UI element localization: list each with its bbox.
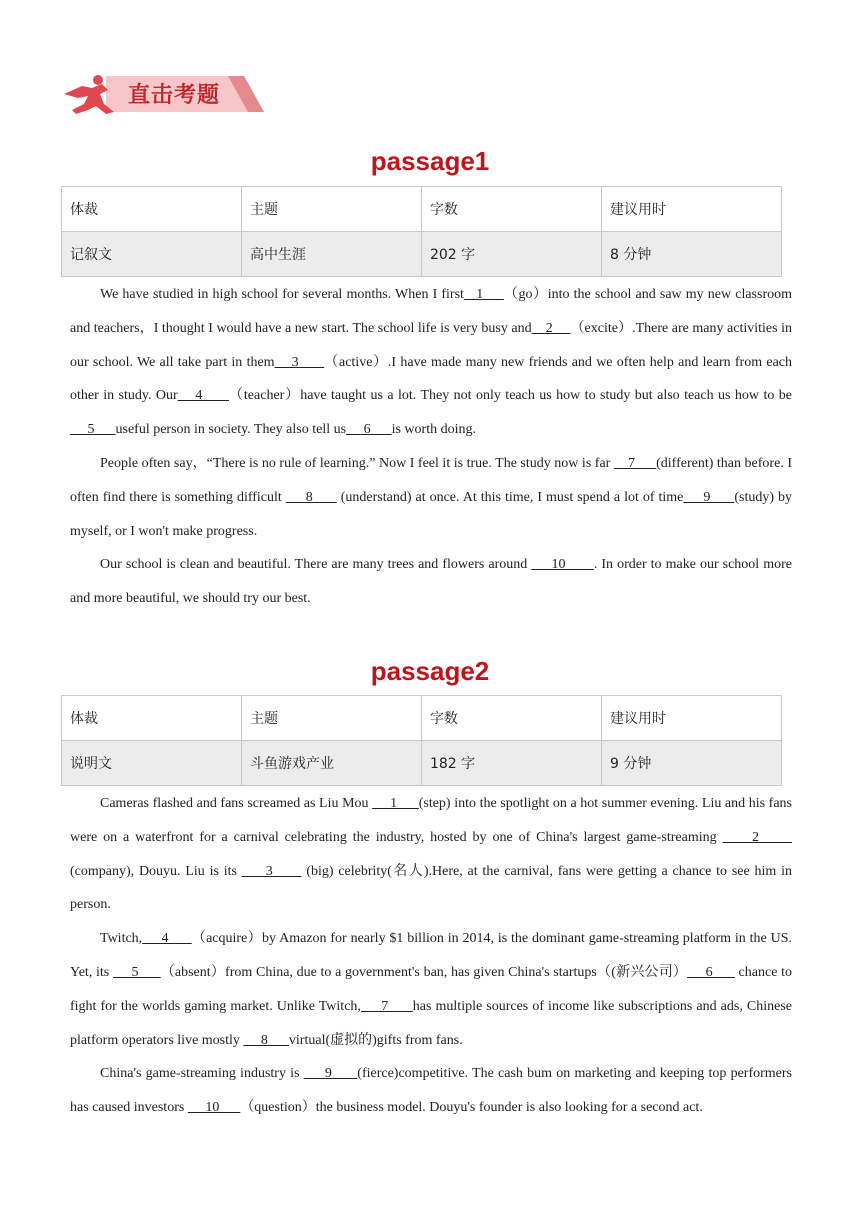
passage1-word-count: 202 字 xyxy=(421,232,601,277)
passage2-topic: 斗鱼游戏产业 xyxy=(241,741,421,786)
passage2-info-table xyxy=(61,695,782,786)
passage2-paragraph-1: Cameras flashed and fans screamed as Liu Mou 1 (step) into the spotlight on a hot summer evening. Liu and his fans were on a waterfront for a carnival celebrating the industry, hosted by one of China's largest game-streaming 2 (company), Douyu. Liu is its 3 (big) celebrity(名人).Here, at the carnival, fans were getting a chance to see him in person. xyxy=(70,796,792,913)
passage1-paragraph-2: People often say，“There is no rule of learning.” Now I feel it is true. The study now is far 7 (different) than before. I often find there is something difficult 8 (understand) at once. At this time, I must spend a lot of time 9 (study) by myself, or I won't make progress. xyxy=(70,455,793,539)
blank: 7 xyxy=(613,455,657,471)
blank: 5 xyxy=(112,964,161,980)
header-topic: 主题 xyxy=(241,187,421,232)
blank: 3 xyxy=(241,863,302,879)
blank: 1 xyxy=(372,796,419,811)
blank: 8 xyxy=(285,489,337,505)
passage1-topic: 高中生涯 xyxy=(241,232,421,277)
blank: 6 xyxy=(687,964,735,980)
passage2-paragraph-3: China's game-streaming industry is 9 (fierce)competitive. The cash bum on marketing and keeping top performers has caused investors 10 （question）the business model. Douyu's founder is also looking for a second act. xyxy=(70,1066,792,1116)
header-suggested-time: 建议用时 xyxy=(602,696,782,741)
header-topic: 主题 xyxy=(241,696,421,741)
blank: 4 xyxy=(177,388,229,404)
blank: 9 xyxy=(683,489,735,505)
blank: 4 xyxy=(142,931,192,947)
banner-title: 直击考题 xyxy=(128,83,221,108)
blank: 2 xyxy=(531,320,571,336)
blank: 5 xyxy=(70,422,116,438)
passage1-genre: 记叙文 xyxy=(62,232,242,277)
passage1-title: passage1 xyxy=(370,146,490,176)
blank: 7 xyxy=(360,998,413,1014)
header-genre: 体裁 xyxy=(62,187,242,232)
blank: 10 xyxy=(531,557,594,573)
header-word-count: 字数 xyxy=(421,187,601,232)
passage2-paragraph-2: Twitch, 4 （acquire）by Amazon for nearly $1 billion in 2014, is the dominant game-streaming platform in the US. Yet, its 5 （absent）from China, due to a government's ban, has given China's startups（(新兴公司） 6 chance to fight for the worlds gaming market. Unlike Twitch, 7 has multiple sources of income like subscriptions and ads, Chinese platform operators live mostly 8 virtual(虚拟的)gifts from fans. xyxy=(70,931,793,1048)
passage2-title: passage2 xyxy=(370,656,490,686)
header-genre: 体裁 xyxy=(62,696,242,741)
passage1-paragraph-3: Our school is clean and beautiful. There are many trees and flowers around 10 . In order to make our school more and more beautiful, we should try our best. xyxy=(70,557,793,607)
passage1-time: 8 分钟 xyxy=(602,232,782,277)
blank: 8 xyxy=(243,1032,289,1048)
passage2-word-count: 182 字 xyxy=(421,741,601,786)
section-banner xyxy=(58,72,268,118)
header-word-count: 字数 xyxy=(421,696,601,741)
blank: 2 xyxy=(722,829,792,845)
blank: 1 xyxy=(463,287,504,302)
passage1-paragraph-1: We have studied in high school for several months. When I first 1 （go）into the school and saw my new classroom and teachers，I thought I would have a new start. The school life is very busy and 2 （excite）.There are many activities in our school. We all take part in them 3 （active）.I have made many new friends and we often help and learn from each other in study. Our 4 （teacher）have taught us a lot. They not only teach us how to study but also teach us how to be 5 useful person in society. They also tell us 6 is worth doing. xyxy=(70,287,793,438)
header-suggested-time: 建议用时 xyxy=(602,187,782,232)
passage2-genre: 说明文 xyxy=(62,741,242,786)
blank: 6 xyxy=(346,422,392,438)
passage1-text xyxy=(70,278,792,616)
blank: 9 xyxy=(303,1066,358,1082)
passage2-time: 9 分钟 xyxy=(602,741,782,786)
passage1-info-table xyxy=(61,186,782,277)
blank: 3 xyxy=(274,354,325,370)
blank: 10 xyxy=(187,1100,241,1116)
passage2-text xyxy=(70,787,792,1125)
